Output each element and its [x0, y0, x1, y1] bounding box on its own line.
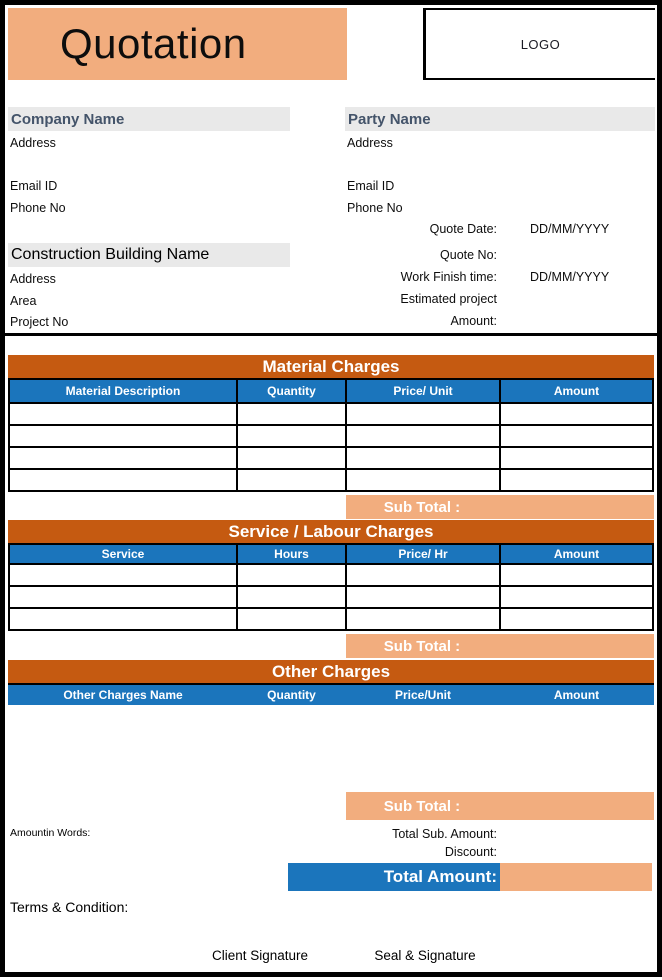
material-cell[interactable] [347, 448, 499, 468]
other-charges-title: Other Charges [8, 660, 654, 683]
logo-placeholder [423, 8, 655, 80]
service-col-header: Hours [238, 545, 345, 563]
material-subtotal-label: Sub Total : [383, 498, 461, 516]
client-signature-label: Client Signature [211, 948, 309, 963]
section-divider-line [0, 333, 662, 336]
service-cell[interactable] [238, 587, 345, 607]
service-subtotal-label: Sub Total : [383, 637, 461, 655]
other-col-header: Price/Unit [394, 688, 451, 702]
company-phone-label: Phone No [10, 201, 66, 215]
other-col-header: Other Charges Name [63, 688, 183, 702]
material-subtotal-bar [346, 495, 654, 519]
service-cell[interactable] [238, 565, 345, 585]
construction-name-label: Construction Building Name [11, 246, 210, 263]
construction-area-label: Area [10, 294, 37, 308]
other-col-header: Amount [553, 688, 600, 702]
material-cell[interactable] [10, 448, 236, 468]
construction-project-no-label: Project No [10, 315, 69, 329]
party-address-label: Address [347, 136, 393, 150]
work-finish-label: Work Finish time: [400, 270, 497, 284]
service-cell[interactable] [347, 565, 499, 585]
material-cell[interactable] [347, 404, 499, 424]
material-cell[interactable] [10, 470, 236, 490]
material-cell[interactable] [238, 426, 345, 446]
party-name-label: Party Name [348, 110, 431, 128]
party-email-label: Email ID [347, 179, 395, 193]
company-name-label: Company Name [11, 110, 125, 128]
service-cell[interactable] [501, 609, 652, 629]
service-cell[interactable] [501, 587, 652, 607]
other-charges-entry-area[interactable] [8, 705, 654, 792]
service-cell[interactable] [347, 587, 499, 607]
material-cell[interactable] [347, 470, 499, 490]
material-subtotal-value[interactable] [498, 495, 654, 519]
total-amount-value[interactable] [500, 863, 652, 891]
service-cell[interactable] [238, 609, 345, 629]
party-name-header [345, 107, 655, 131]
material-col-header: Quantity [238, 380, 345, 402]
other-subtotal-value[interactable] [498, 792, 654, 820]
material-cell[interactable] [501, 426, 652, 446]
material-cell[interactable] [238, 448, 345, 468]
company-address-label: Address [10, 136, 56, 150]
service-cell[interactable] [501, 565, 652, 585]
service-charges-title: Service / Labour Charges [8, 520, 654, 543]
service-col-header: Service [10, 545, 236, 563]
material-charges-title: Material Charges [8, 355, 654, 378]
quote-date-value[interactable]: DD/MM/YYYY [530, 222, 610, 236]
total-sub-amount-label: Total Sub. Amount: [392, 827, 497, 841]
estimated-project-label-line1: Estimated project [400, 292, 497, 306]
material-cell[interactable] [347, 426, 499, 446]
material-cell[interactable] [10, 426, 236, 446]
quote-no-label: Quote No: [440, 248, 497, 262]
material-cell[interactable] [501, 448, 652, 468]
logo-label: LOGO [520, 36, 561, 52]
material-cell[interactable] [238, 404, 345, 424]
other-charges-header-row [8, 683, 654, 705]
other-subtotal-label: Sub Total : [383, 797, 461, 815]
material-cell[interactable] [501, 404, 652, 424]
estimated-project-label-line2: Amount: [450, 314, 497, 328]
material-charges-table [8, 378, 654, 492]
construction-address-label: Address [10, 272, 56, 286]
material-col-header: Material Description [10, 380, 236, 402]
material-cell[interactable] [10, 404, 236, 424]
work-finish-value[interactable]: DD/MM/YYYY [530, 270, 610, 284]
material-cell[interactable] [501, 470, 652, 490]
material-cell[interactable] [238, 470, 345, 490]
other-col-header: Quantity [267, 688, 316, 702]
service-cell[interactable] [10, 565, 236, 585]
service-col-header: Price/ Hr [347, 545, 499, 563]
service-cell[interactable] [10, 609, 236, 629]
service-cell[interactable] [347, 609, 499, 629]
service-charges-table [8, 543, 654, 631]
construction-name-header [8, 243, 290, 267]
seal-signature-label: Seal & Signature [374, 948, 476, 963]
amount-in-words-label: Amountin Words: [10, 827, 91, 839]
service-subtotal-value[interactable] [498, 634, 654, 658]
service-subtotal-bar [346, 634, 654, 658]
total-amount-label-bar: Total Amount: [288, 863, 500, 891]
discount-label: Discount: [444, 845, 497, 859]
company-email-label: Email ID [10, 179, 58, 193]
service-col-header: Amount [501, 545, 652, 563]
page-title: Quotation [8, 8, 347, 80]
quote-date-label: Quote Date: [429, 222, 497, 236]
service-cell[interactable] [10, 587, 236, 607]
party-phone-label: Phone No [347, 201, 403, 215]
company-name-header [8, 107, 290, 131]
other-subtotal-bar [346, 792, 654, 820]
terms-condition-label: Terms & Condition: [10, 899, 129, 915]
material-col-header: Price/ Unit [347, 380, 499, 402]
material-col-header: Amount [501, 380, 652, 402]
